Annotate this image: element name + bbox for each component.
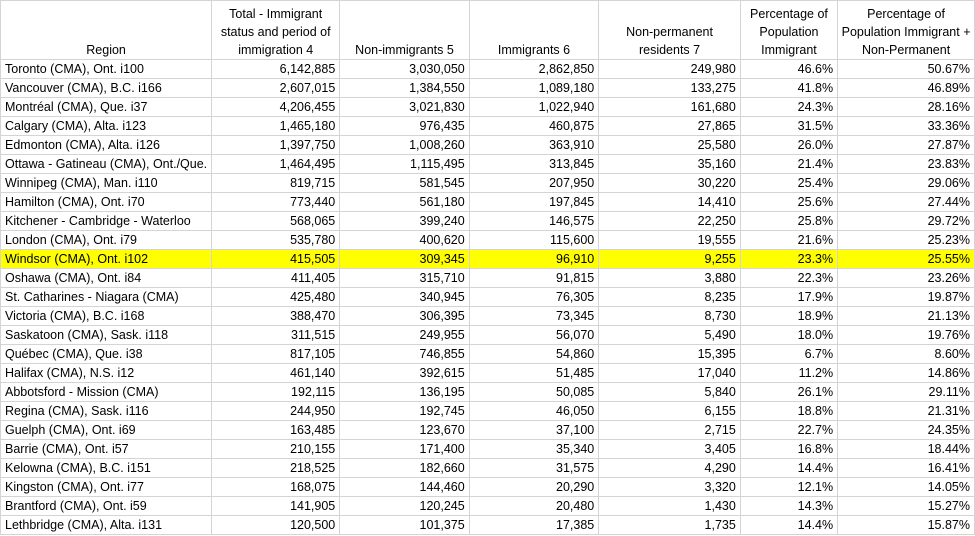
pct-immigrant-nonperm-cell[interactable]: 19.87%	[838, 288, 975, 307]
pct-immigrant-nonperm-cell[interactable]: 8.60%	[838, 345, 975, 364]
pct-immigrant-nonperm-cell[interactable]: 23.26%	[838, 269, 975, 288]
table-row	[1, 402, 975, 421]
non-immigrants-cell[interactable]: 192,745	[340, 402, 469, 421]
non-permanent-cell[interactable]: 3,320	[599, 478, 741, 497]
immigrants-cell[interactable]: 20,290	[469, 478, 599, 497]
immigrants-cell[interactable]: 2,862,850	[469, 60, 599, 79]
region-cell[interactable]: Barrie (CMA), Ont. i57	[1, 440, 212, 459]
pct-immigrant-cell[interactable]: 21.6%	[740, 231, 837, 250]
immigrants-cell[interactable]: 31,575	[469, 459, 599, 478]
region-cell[interactable]: Ottawa - Gatineau (CMA), Ont./Que.	[1, 155, 212, 174]
non-immigrants-cell[interactable]: 1,384,550	[340, 79, 469, 98]
table-row	[1, 79, 975, 98]
table-row	[1, 440, 975, 459]
region-cell[interactable]: London (CMA), Ont. i79	[1, 231, 212, 250]
pct-immigrant-cell[interactable]: 18.0%	[740, 326, 837, 345]
total-cell[interactable]: 461,140	[212, 364, 340, 383]
table-body	[1, 60, 975, 535]
table-row	[1, 326, 975, 345]
pct-immigrant-cell[interactable]: 14.4%	[740, 459, 837, 478]
table-row	[1, 364, 975, 383]
immigrants-cell[interactable]: 37,100	[469, 421, 599, 440]
header-pct-immigrant[interactable]: Percentage of Population Immigrant	[740, 1, 837, 60]
header-total[interactable]: Total - Immigrant status and period of immigration 4	[212, 1, 340, 60]
non-permanent-cell[interactable]: 249,980	[599, 60, 741, 79]
pct-immigrant-cell[interactable]: 17.9%	[740, 288, 837, 307]
pct-immigrant-nonperm-cell[interactable]: 24.35%	[838, 421, 975, 440]
region-cell[interactable]: Toronto (CMA), Ont. i100	[1, 60, 212, 79]
total-cell[interactable]: 192,115	[212, 383, 340, 402]
pct-immigrant-cell[interactable]: 22.3%	[740, 269, 837, 288]
non-permanent-cell[interactable]: 14,410	[599, 193, 741, 212]
pct-immigrant-nonperm-cell[interactable]: 18.44%	[838, 440, 975, 459]
region-cell[interactable]: Victoria (CMA), B.C. i168	[1, 307, 212, 326]
immigrants-cell[interactable]: 313,845	[469, 155, 599, 174]
table-row	[1, 345, 975, 364]
immigrants-cell[interactable]: 50,085	[469, 383, 599, 402]
total-cell[interactable]: 1,465,180	[212, 117, 340, 136]
region-cell[interactable]: Kingston (CMA), Ont. i77	[1, 478, 212, 497]
non-permanent-cell[interactable]: 15,395	[599, 345, 741, 364]
table-row	[1, 250, 975, 269]
pct-immigrant-cell[interactable]: 12.1%	[740, 478, 837, 497]
pct-immigrant-nonperm-cell[interactable]: 29.06%	[838, 174, 975, 193]
pct-immigrant-cell[interactable]: 16.8%	[740, 440, 837, 459]
immigrants-cell[interactable]: 460,875	[469, 117, 599, 136]
pct-immigrant-cell[interactable]: 31.5%	[740, 117, 837, 136]
total-cell[interactable]: 568,065	[212, 212, 340, 231]
header-immigrants[interactable]: Immigrants 6	[469, 1, 599, 60]
total-cell[interactable]: 163,485	[212, 421, 340, 440]
pct-immigrant-nonperm-cell[interactable]: 21.31%	[838, 402, 975, 421]
pct-immigrant-nonperm-cell[interactable]: 27.44%	[838, 193, 975, 212]
non-immigrants-cell[interactable]: 182,660	[340, 459, 469, 478]
table-row	[1, 459, 975, 478]
region-cell[interactable]: Saskatoon (CMA), Sask. i118	[1, 326, 212, 345]
total-cell[interactable]: 819,715	[212, 174, 340, 193]
total-cell[interactable]: 120,500	[212, 516, 340, 535]
pct-immigrant-nonperm-cell[interactable]: 16.41%	[838, 459, 975, 478]
header-non-immigrants[interactable]: Non-immigrants 5	[340, 1, 469, 60]
total-cell[interactable]: 168,075	[212, 478, 340, 497]
pct-immigrant-cell[interactable]: 18.9%	[740, 307, 837, 326]
non-permanent-cell[interactable]: 19,555	[599, 231, 741, 250]
immigrants-cell[interactable]: 96,910	[469, 250, 599, 269]
non-immigrants-cell[interactable]: 3,021,830	[340, 98, 469, 117]
region-cell[interactable]: Vancouver (CMA), B.C. i166	[1, 79, 212, 98]
total-cell[interactable]: 6,142,885	[212, 60, 340, 79]
non-permanent-cell[interactable]: 8,730	[599, 307, 741, 326]
pct-immigrant-cell[interactable]: 14.4%	[740, 516, 837, 535]
non-immigrants-cell[interactable]: 561,180	[340, 193, 469, 212]
region-cell[interactable]: Calgary (CMA), Alta. i123	[1, 117, 212, 136]
non-permanent-cell[interactable]: 8,235	[599, 288, 741, 307]
pct-immigrant-nonperm-cell[interactable]: 27.87%	[838, 136, 975, 155]
immigrants-cell[interactable]: 197,845	[469, 193, 599, 212]
region-cell[interactable]: Windsor (CMA), Ont. i102	[1, 250, 212, 269]
total-cell[interactable]: 311,515	[212, 326, 340, 345]
header-row	[1, 1, 975, 60]
region-cell[interactable]: Brantford (CMA), Ont. i59	[1, 497, 212, 516]
pct-immigrant-nonperm-cell[interactable]: 33.36%	[838, 117, 975, 136]
pct-immigrant-nonperm-cell[interactable]: 50.67%	[838, 60, 975, 79]
non-immigrants-cell[interactable]: 400,620	[340, 231, 469, 250]
region-cell[interactable]: Montréal (CMA), Que. i37	[1, 98, 212, 117]
pct-immigrant-cell[interactable]: 14.3%	[740, 497, 837, 516]
table-row	[1, 288, 975, 307]
region-cell[interactable]: Lethbridge (CMA), Alta. i131	[1, 516, 212, 535]
non-permanent-cell[interactable]: 25,580	[599, 136, 741, 155]
immigrants-cell[interactable]: 1,022,940	[469, 98, 599, 117]
total-cell[interactable]: 425,480	[212, 288, 340, 307]
table-row	[1, 60, 975, 79]
total-cell[interactable]: 388,470	[212, 307, 340, 326]
table-row	[1, 98, 975, 117]
non-immigrants-cell[interactable]: 1,008,260	[340, 136, 469, 155]
non-permanent-cell[interactable]: 5,840	[599, 383, 741, 402]
table-row	[1, 174, 975, 193]
region-cell[interactable]: St. Catharines - Niagara (CMA)	[1, 288, 212, 307]
non-permanent-cell[interactable]: 133,275	[599, 79, 741, 98]
non-immigrants-cell[interactable]: 315,710	[340, 269, 469, 288]
non-permanent-cell[interactable]: 9,255	[599, 250, 741, 269]
pct-immigrant-cell[interactable]: 46.6%	[740, 60, 837, 79]
non-immigrants-cell[interactable]: 136,195	[340, 383, 469, 402]
immigrants-cell[interactable]: 1,089,180	[469, 79, 599, 98]
pct-immigrant-cell[interactable]: 23.3%	[740, 250, 837, 269]
table-row	[1, 421, 975, 440]
non-permanent-cell[interactable]: 35,160	[599, 155, 741, 174]
header-region[interactable]: Region	[1, 1, 212, 60]
non-immigrants-cell[interactable]: 101,375	[340, 516, 469, 535]
immigrants-cell[interactable]: 76,305	[469, 288, 599, 307]
table-row	[1, 516, 975, 535]
total-cell[interactable]: 1,397,750	[212, 136, 340, 155]
pct-immigrant-nonperm-cell[interactable]: 15.87%	[838, 516, 975, 535]
region-cell[interactable]: Kitchener - Cambridge - Waterloo	[1, 212, 212, 231]
pct-immigrant-nonperm-cell[interactable]: 14.05%	[838, 478, 975, 497]
region-cell[interactable]: Abbotsford - Mission (CMA)	[1, 383, 212, 402]
non-permanent-cell[interactable]: 6,155	[599, 402, 741, 421]
pct-immigrant-nonperm-cell[interactable]: 15.27%	[838, 497, 975, 516]
pct-immigrant-nonperm-cell[interactable]: 29.11%	[838, 383, 975, 402]
non-permanent-cell[interactable]: 161,680	[599, 98, 741, 117]
non-permanent-cell[interactable]: 30,220	[599, 174, 741, 193]
region-cell[interactable]: Winnipeg (CMA), Man. i110	[1, 174, 212, 193]
pct-immigrant-cell[interactable]: 11.2%	[740, 364, 837, 383]
total-cell[interactable]: 773,440	[212, 193, 340, 212]
total-cell[interactable]: 535,780	[212, 231, 340, 250]
total-cell[interactable]: 817,105	[212, 345, 340, 364]
immigrants-cell[interactable]: 35,340	[469, 440, 599, 459]
pct-immigrant-nonperm-cell[interactable]: 28.16%	[838, 98, 975, 117]
pct-immigrant-cell[interactable]: 25.8%	[740, 212, 837, 231]
non-immigrants-cell[interactable]: 144,460	[340, 478, 469, 497]
total-cell[interactable]: 244,950	[212, 402, 340, 421]
pct-immigrant-nonperm-cell[interactable]: 19.76%	[838, 326, 975, 345]
region-cell[interactable]: Halifax (CMA), N.S. i12	[1, 364, 212, 383]
immigrants-cell[interactable]: 146,575	[469, 212, 599, 231]
non-immigrants-cell[interactable]: 171,400	[340, 440, 469, 459]
pct-immigrant-cell[interactable]: 21.4%	[740, 155, 837, 174]
immigrants-cell[interactable]: 20,480	[469, 497, 599, 516]
table-row	[1, 136, 975, 155]
immigrants-cell[interactable]: 73,345	[469, 307, 599, 326]
non-immigrants-cell[interactable]: 399,240	[340, 212, 469, 231]
pct-immigrant-nonperm-cell[interactable]: 23.83%	[838, 155, 975, 174]
table-row	[1, 497, 975, 516]
immigrants-cell[interactable]: 115,600	[469, 231, 599, 250]
immigrants-cell[interactable]: 56,070	[469, 326, 599, 345]
non-permanent-cell[interactable]: 5,490	[599, 326, 741, 345]
header-non-permanent[interactable]: Non-permanent residents 7	[599, 1, 741, 60]
total-cell[interactable]: 218,525	[212, 459, 340, 478]
non-immigrants-cell[interactable]: 249,955	[340, 326, 469, 345]
non-immigrants-cell[interactable]: 392,615	[340, 364, 469, 383]
pct-immigrant-cell[interactable]: 25.4%	[740, 174, 837, 193]
region-cell[interactable]: Hamilton (CMA), Ont. i70	[1, 193, 212, 212]
table-row	[1, 231, 975, 250]
table-row	[1, 212, 975, 231]
table-row	[1, 269, 975, 288]
pct-immigrant-nonperm-cell[interactable]: 21.13%	[838, 307, 975, 326]
immigrants-cell[interactable]: 17,385	[469, 516, 599, 535]
total-cell[interactable]: 210,155	[212, 440, 340, 459]
total-cell[interactable]: 4,206,455	[212, 98, 340, 117]
table-row	[1, 193, 975, 212]
total-cell[interactable]: 1,464,495	[212, 155, 340, 174]
table-row	[1, 307, 975, 326]
table-row	[1, 383, 975, 402]
total-cell[interactable]: 141,905	[212, 497, 340, 516]
table-row	[1, 155, 975, 174]
non-permanent-cell[interactable]: 22,250	[599, 212, 741, 231]
non-permanent-cell[interactable]: 17,040	[599, 364, 741, 383]
non-immigrants-cell[interactable]: 1,115,495	[340, 155, 469, 174]
total-cell[interactable]: 411,405	[212, 269, 340, 288]
pct-immigrant-nonperm-cell[interactable]: 25.55%	[838, 250, 975, 269]
pct-immigrant-cell[interactable]: 41.8%	[740, 79, 837, 98]
non-permanent-cell[interactable]: 3,880	[599, 269, 741, 288]
non-permanent-cell[interactable]: 3,405	[599, 440, 741, 459]
immigrants-cell[interactable]: 46,050	[469, 402, 599, 421]
non-immigrants-cell[interactable]: 306,395	[340, 307, 469, 326]
non-immigrants-cell[interactable]: 581,545	[340, 174, 469, 193]
immigrants-cell[interactable]: 91,815	[469, 269, 599, 288]
table-row	[1, 478, 975, 497]
immigrants-cell[interactable]: 51,485	[469, 364, 599, 383]
pct-immigrant-nonperm-cell[interactable]: 46.89%	[838, 79, 975, 98]
non-immigrants-cell[interactable]: 340,945	[340, 288, 469, 307]
region-cell[interactable]: Guelph (CMA), Ont. i69	[1, 421, 212, 440]
immigrants-cell[interactable]: 54,860	[469, 345, 599, 364]
total-cell[interactable]: 415,505	[212, 250, 340, 269]
pct-immigrant-nonperm-cell[interactable]: 25.23%	[838, 231, 975, 250]
total-cell[interactable]: 2,607,015	[212, 79, 340, 98]
header-pct-immigrant-nonperm[interactable]: Percentage of Population Immigrant + Non-Permanent	[838, 1, 975, 60]
pct-immigrant-cell[interactable]: 24.3%	[740, 98, 837, 117]
non-permanent-cell[interactable]: 27,865	[599, 117, 741, 136]
pct-immigrant-nonperm-cell[interactable]: 14.86%	[838, 364, 975, 383]
immigrants-cell[interactable]: 363,910	[469, 136, 599, 155]
region-cell[interactable]: Kelowna (CMA), B.C. i151	[1, 459, 212, 478]
pct-immigrant-cell[interactable]: 18.8%	[740, 402, 837, 421]
pct-immigrant-cell[interactable]: 26.1%	[740, 383, 837, 402]
non-immigrants-cell[interactable]: 746,855	[340, 345, 469, 364]
pct-immigrant-cell[interactable]: 26.0%	[740, 136, 837, 155]
non-permanent-cell[interactable]: 4,290	[599, 459, 741, 478]
non-permanent-cell[interactable]: 1,430	[599, 497, 741, 516]
region-cell[interactable]: Regina (CMA), Sask. i116	[1, 402, 212, 421]
table-row	[1, 117, 975, 136]
non-permanent-cell[interactable]: 1,735	[599, 516, 741, 535]
non-permanent-cell[interactable]: 2,715	[599, 421, 741, 440]
non-immigrants-cell[interactable]: 309,345	[340, 250, 469, 269]
pct-immigrant-cell[interactable]: 25.6%	[740, 193, 837, 212]
non-immigrants-cell[interactable]: 123,670	[340, 421, 469, 440]
non-immigrants-cell[interactable]: 120,245	[340, 497, 469, 516]
pct-immigrant-cell[interactable]: 6.7%	[740, 345, 837, 364]
region-cell[interactable]: Edmonton (CMA), Alta. i126	[1, 136, 212, 155]
immigrants-cell[interactable]: 207,950	[469, 174, 599, 193]
non-immigrants-cell[interactable]: 3,030,050	[340, 60, 469, 79]
region-cell[interactable]: Oshawa (CMA), Ont. i84	[1, 269, 212, 288]
pct-immigrant-nonperm-cell[interactable]: 29.72%	[838, 212, 975, 231]
region-cell[interactable]: Québec (CMA), Que. i38	[1, 345, 212, 364]
non-immigrants-cell[interactable]: 976,435	[340, 117, 469, 136]
pct-immigrant-cell[interactable]: 22.7%	[740, 421, 837, 440]
